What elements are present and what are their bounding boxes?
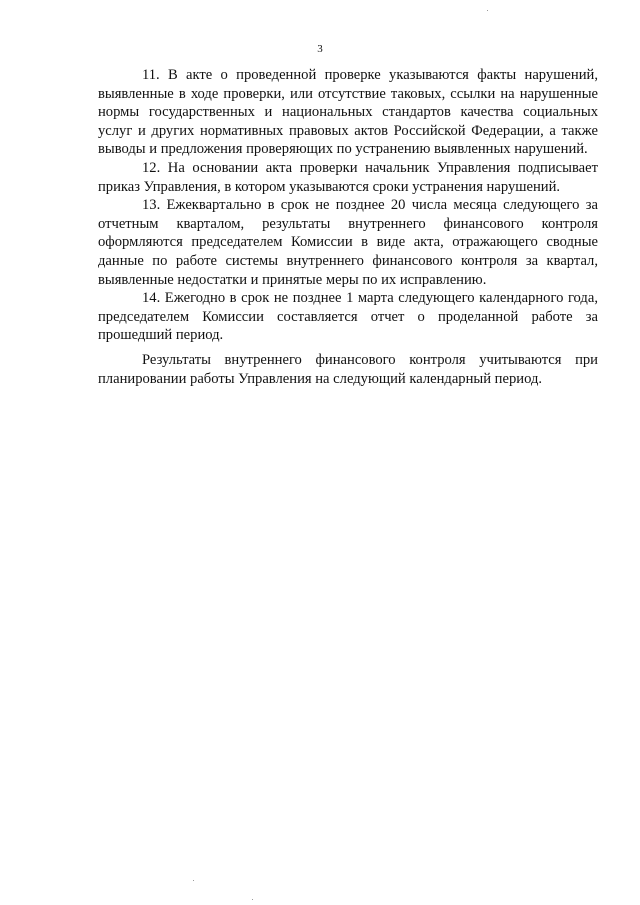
paragraph-11: 11. В акте о проведенной проверке указываются факты нарушений, выявленные в ходе проверки, или отсутствие таковых, ссылки на нарушенные нормы государственных и национальных стандартов качества социальных услуг и других нормативных правовых актов Российской Федерации, а также выводы и предложения проверяющих по устранению выявленных нарушений. xyxy=(98,67,598,158)
document-body xyxy=(98,66,598,388)
paragraph-14: 14. Ежегодно в срок не позднее 1 марта следующего календарного года, председателем Комиссии составляется отчет о проделанной работе за прошедший период. xyxy=(98,290,598,344)
paragraph-conclusion: Результаты внутреннего финансового контроля учитываются при планировании работы Управления на следующий календарный период. xyxy=(98,351,598,387)
paragraph-12: 12. На основании акта проверки начальник Управления подписывает приказ Управления, в котором указываются сроки устранения нарушений. xyxy=(98,159,598,195)
paragraph-13: 13. Ежеквартально в срок не позднее 20 числа месяца следующего за отчетным кварталом, результаты внутреннего финансового контроля оформляются председателем Комиссии в виде акта, отражающего сводные данные по работе системы внутреннего финансового контроля за квартал, выявленные недостатки и принятые меры по их исправлению. xyxy=(98,197,598,288)
scan-speck xyxy=(252,899,253,900)
scan-speck xyxy=(193,880,194,881)
scan-speck xyxy=(487,10,488,11)
page-number: 3 xyxy=(317,43,323,55)
